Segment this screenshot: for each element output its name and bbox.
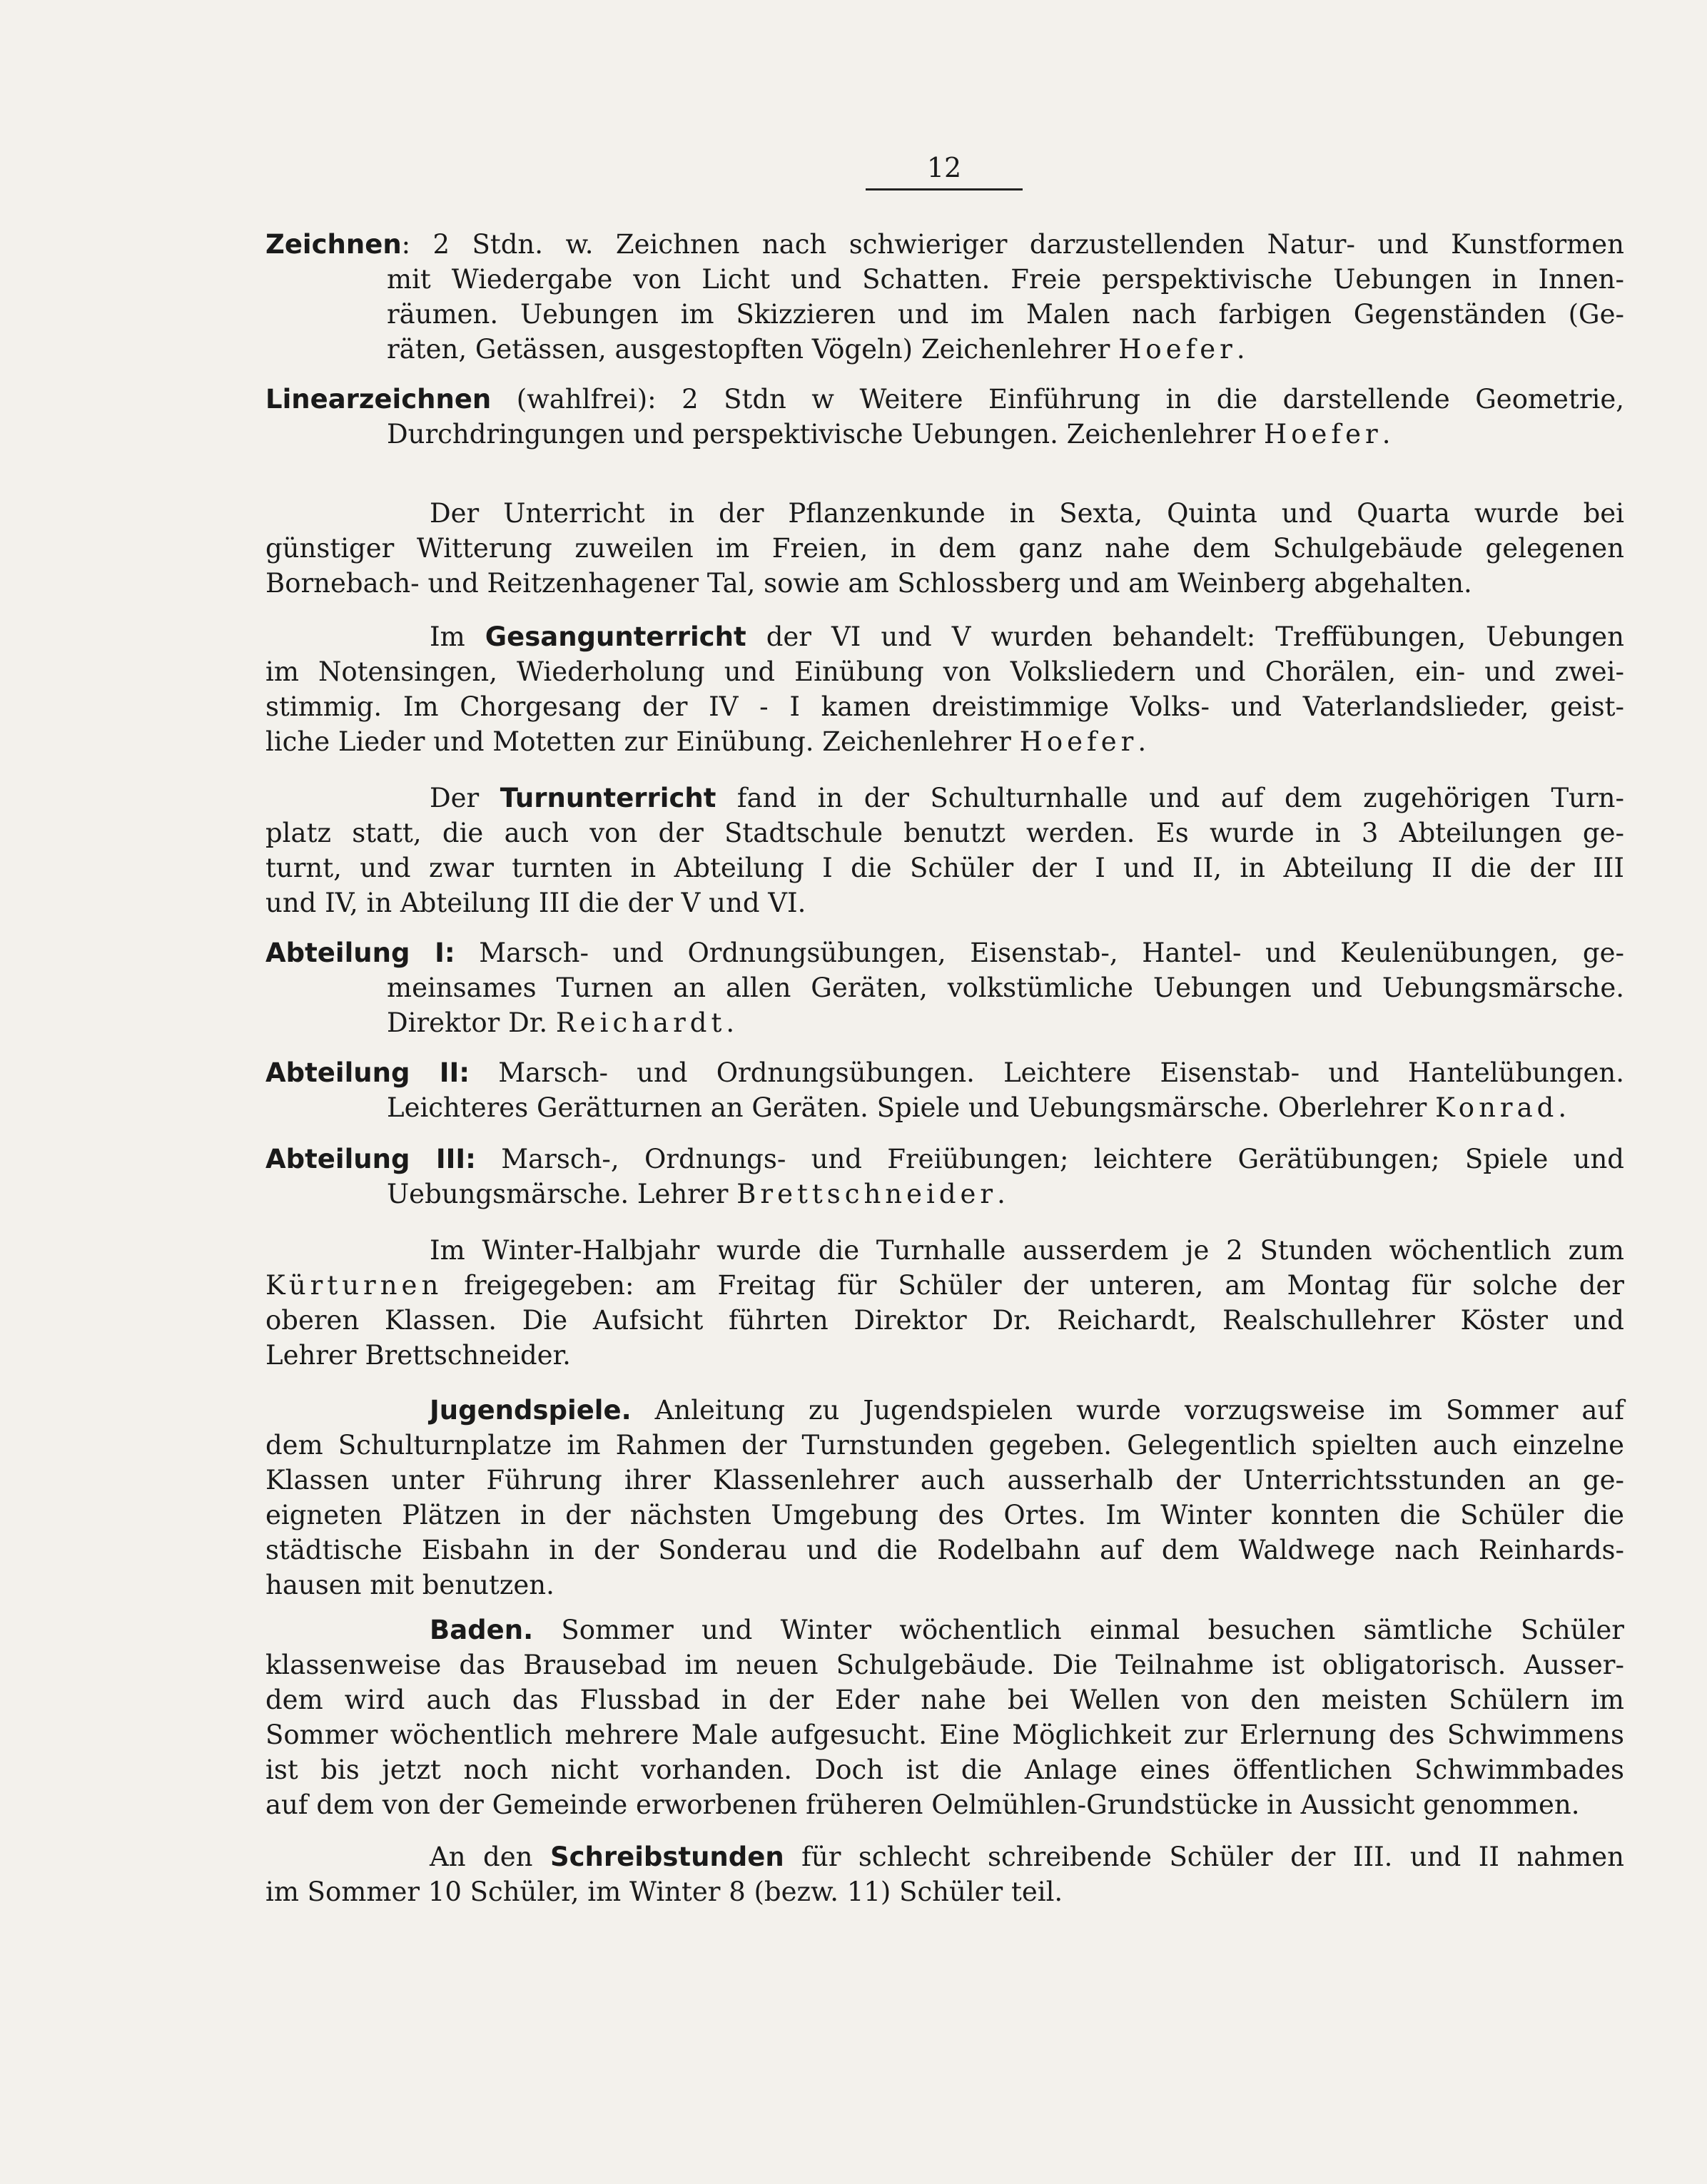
text-line: meinsames Turnen an allen Geräten, volkstümliche Uebungen und Uebungsmärsche. <box>387 972 1624 1003</box>
text-line: klassenweise das Brausebad im neuen Schulgebäude. Die Teilnahme ist obligatorisch. Ausser- <box>265 1650 1624 1680</box>
teacher-name: Hoefer <box>1263 419 1382 450</box>
text-line: stimmig. Im Chorgesang der IV - I kamen dreistimmige Volks- und Vaterlandslieder, geist- <box>265 691 1624 722</box>
text-line: mit Wiedergabe von Licht und Schatten. Freie perspektivische Uebungen in Innen- <box>387 264 1624 295</box>
teacher-name: Hoefer <box>1118 334 1237 365</box>
text-line: Der Turnunterricht fand in der Schulturnhalle und auf dem zugehörigen Turn- <box>430 783 1625 813</box>
page-number: 12 <box>926 152 962 183</box>
text-line: ist bis jetzt noch nicht vorhanden. Doch ist die Anlage eines öffentlichen Schwimmbades <box>265 1754 1624 1785</box>
text-line: platz statt, die auch von der Stadtschule benutzt werden. Es wurde in 3 Abteilungen ge- <box>265 818 1624 848</box>
text-line: Bornebach- und Reitzenhagener Tal, sowie am Schlossberg und am Weinberg abgehalten. <box>265 568 1472 599</box>
section-zeichnen <box>265 227 1624 367</box>
heading-schreibstunden: Schreibstunden <box>549 1842 784 1872</box>
text-line: Zeichnen: 2 Stdn. w. Zeichnen nach schwieriger darzustellenden Natur- und Kunstformen <box>265 229 1624 260</box>
text-line: Lehrer Brettschneider. <box>265 1340 571 1371</box>
text-line: liche Lieder und Motetten zur Einübung. Zeichenlehrer Hoefer. <box>265 726 1147 757</box>
text-line: Baden. Sommer und Winter wöchentlich einmal besuchen sämtliche Schüler <box>430 1615 1624 1645</box>
text-line: Jugendspiele. Anleitung zu Jugendspielen wurde vorzugsweise im Sommer auf <box>430 1395 1624 1426</box>
section-abteilung-1 <box>265 935 1624 1040</box>
text-line: dem wird auch das Flussbad in der Eder nahe bei Wellen von den meisten Schülern im <box>265 1685 1624 1715</box>
heading-abteilung-1: Abteilung I: <box>265 938 455 968</box>
text-line: An den Schreibstunden für schlecht schreibende Schüler der III. und II nahmen <box>430 1842 1624 1872</box>
text-line: im Sommer 10 Schüler, im Winter 8 (bezw. 11) Schüler teil. <box>265 1876 1063 1907</box>
text-line: Linearzeichnen (wahlfrei): 2 Stdn w Weitere Einführung in die darstellende Geometrie, <box>265 384 1624 415</box>
teacher-name: Brettschneider <box>736 1179 998 1209</box>
text-line: Durchdringungen und perspektivische Uebungen. Zeichenlehrer Hoefer. <box>387 419 1391 450</box>
text-line: Direktor Dr. Reichardt. <box>387 1007 735 1038</box>
text-line: Abteilung III: Marsch-, Ordnungs- und Freiübungen; leichtere Gerätübungen; Spiele und <box>265 1144 1624 1174</box>
text-line: hausen mit benutzen. <box>265 1570 554 1600</box>
teacher-name: Hoefer <box>1019 726 1138 757</box>
heading-gesangunterricht: Gesangunterricht <box>485 621 746 652</box>
text-line: Klassen unter Führung ihrer Klassenlehrer auch ausserhalb der Unterrichtsstunden an ge- <box>265 1465 1624 1495</box>
text-line: räten, Getässen, ausgestopften Vögeln) Zeichenlehrer Hoefer. <box>387 334 1245 365</box>
heading-abteilung-2: Abteilung II: <box>265 1057 470 1088</box>
text-line: Der Unterricht in der Pflanzenkunde in Sexta, Quinta und Quarta wurde bei <box>430 498 1624 529</box>
page-number-rule <box>866 188 1023 191</box>
teacher-name: Reichardt <box>555 1007 726 1038</box>
teacher-name: Konrad <box>1435 1092 1559 1123</box>
section-abteilung-3 <box>265 1142 1624 1212</box>
section-baden <box>265 1612 1624 1822</box>
section-schreibstunden <box>265 1839 1624 1909</box>
text-line: auf dem von der Gemeinde erworbenen früheren Oelmühlen-Grundstücke in Aussicht genommen. <box>265 1789 1580 1820</box>
text-line: Im Gesangunterricht der VI und V wurden behandelt: Treffübungen, Uebungen <box>430 621 1625 652</box>
text-line: Uebungsmärsche. Lehrer Brettschneider. <box>387 1179 1006 1209</box>
emphasis-kuerturnen: Kürturnen <box>265 1270 443 1301</box>
section-winter <box>265 1233 1624 1373</box>
heading-baden: Baden. <box>430 1615 534 1645</box>
text-line: turnt, und zwar turnten in Abteilung I die Schüler der I und II, in Abteilung II die der III <box>265 853 1624 883</box>
section-linearzeichnen <box>265 382 1624 452</box>
text-line: Abteilung I: Marsch- und Ordnungsübungen, Eisenstab-, Hantel- und Keulenübungen, ge- <box>265 938 1624 968</box>
heading-abteilung-3: Abteilung III: <box>265 1144 476 1174</box>
section-abteilung-2 <box>265 1055 1624 1125</box>
text-line: Im Winter-Halbjahr wurde die Turnhalle ausserdem je 2 Stunden wöchentlich zum <box>430 1235 1624 1266</box>
heading-jugendspiele: Jugendspiele. <box>430 1395 632 1426</box>
section-pflanzenkunde <box>265 496 1624 601</box>
heading-linearzeichnen: Linearzeichnen <box>265 384 492 415</box>
text-line: günstiger Witterung zuweilen im Freien, in dem ganz nahe dem Schulgebäude gelegenen <box>265 533 1624 564</box>
heading-turnunterricht: Turnunterricht <box>500 783 716 813</box>
section-gesangunterricht <box>265 619 1624 759</box>
text-line: eigneten Plätzen in der nächsten Umgebung des Ortes. Im Winter konnten die Schüler die <box>265 1500 1624 1530</box>
text-line: oberen Klassen. Die Aufsicht führten Direktor Dr. Reichardt, Realschullehrer Köster und <box>265 1305 1624 1336</box>
text-line: Sommer wöchentlich mehrere Male aufgesucht. Eine Möglichkeit zur Erlernung des Schwimmens <box>265 1720 1624 1750</box>
section-turnunterricht <box>265 781 1624 920</box>
text-line: Kürturnen freigegeben: am Freitag für Schüler der unteren, am Montag für solche der <box>265 1270 1624 1301</box>
heading-zeichnen: Zeichnen <box>265 229 402 260</box>
text-line: im Notensingen, Wiederholung und Einübung von Volksliedern und Chorälen, ein- und zwei- <box>265 656 1624 687</box>
text-line: und IV, in Abteilung III die der V und VI. <box>265 888 806 918</box>
text-line: dem Schulturnplatze im Rahmen der Turnstunden gegeben. Gelegentlich spielten auch einzelne <box>265 1430 1624 1461</box>
text-line: räumen. Uebungen im Skizzieren und im Malen nach farbigen Gegenständen (Ge- <box>387 299 1624 330</box>
text-line: Leichteres Gerätturnen an Geräten. Spiele und Uebungsmärsche. Oberlehrer Konrad. <box>387 1092 1567 1123</box>
text-line: Abteilung II: Marsch- und Ordnungsübungen. Leichtere Eisenstab- und Hantelübungen. <box>265 1057 1625 1088</box>
section-jugendspiele <box>265 1393 1624 1603</box>
text-line: städtische Eisbahn in der Sonderau und die Rodelbahn auf dem Waldwege nach Reinhards- <box>265 1535 1624 1565</box>
